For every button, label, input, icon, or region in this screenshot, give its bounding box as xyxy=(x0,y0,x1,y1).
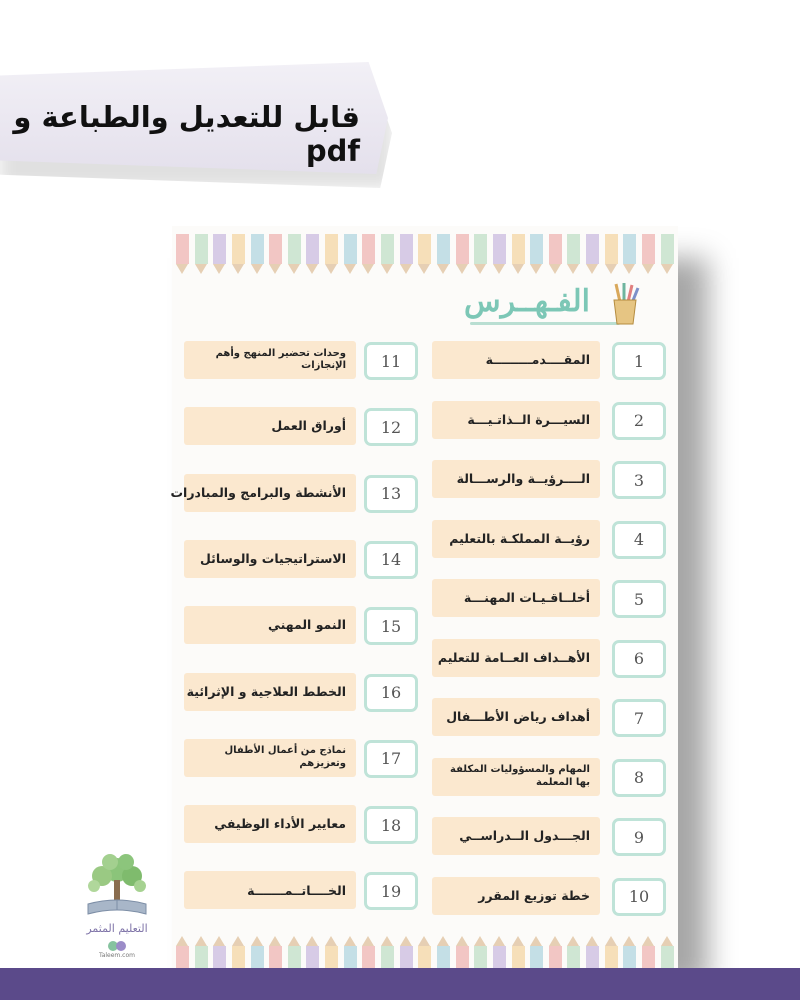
index-entry: أخلــاقـيـات المهنـــة xyxy=(432,579,600,617)
index-entry: المقــــدمـــــــــة xyxy=(432,341,600,379)
index-number: 15 xyxy=(364,607,418,645)
pencil-border-top xyxy=(176,234,674,284)
pencil-decoration xyxy=(456,234,469,284)
pencil-decoration xyxy=(325,936,338,970)
index-entry: معايير الأداء الوظيفي xyxy=(184,805,356,843)
index-title: الفـهــرس xyxy=(463,284,590,319)
pencil-decoration xyxy=(213,234,226,284)
pencil-decoration xyxy=(176,234,189,284)
pencil-decoration xyxy=(362,234,375,284)
index-number: 13 xyxy=(364,475,418,513)
index-entry: رؤيــة المملكـة بالتعليم xyxy=(432,520,600,558)
pencil-decoration xyxy=(567,936,580,970)
index-entry: خطة توزيع المقرر xyxy=(432,877,600,915)
pencil-decoration xyxy=(288,234,301,284)
tree-book-icon xyxy=(74,852,160,924)
pencil-border-bottom xyxy=(176,936,674,970)
index-entry: الاستراتيجيات والوسائل xyxy=(184,540,356,578)
pencil-decoration xyxy=(642,234,655,284)
pencil-decoration xyxy=(567,234,580,284)
pencil-decoration xyxy=(530,234,543,284)
pencil-decoration xyxy=(325,234,338,284)
pencil-decoration xyxy=(251,936,264,970)
title-underline xyxy=(470,322,620,325)
pencil-decoration xyxy=(586,936,599,970)
index-entry: نماذج من أعمال الأطفال وتعزيزهم xyxy=(184,739,356,777)
pencil-decoration xyxy=(344,234,357,284)
pencil-decoration xyxy=(530,936,543,970)
pencil-decoration xyxy=(474,936,487,970)
index-entry: الــــرؤيــة والرســـالة xyxy=(432,460,600,498)
pencil-decoration xyxy=(400,936,413,970)
pencil-decoration xyxy=(661,234,674,284)
index-number: 9 xyxy=(612,818,666,856)
index-number: 12 xyxy=(364,408,418,446)
index-entry: الأهــداف العــامة للتعليم xyxy=(432,639,600,677)
index-number: 1 xyxy=(612,342,666,380)
pencil-decoration xyxy=(512,234,525,284)
index-entry: الخطط العلاجية و الإثرائية xyxy=(184,673,356,711)
pencil-decoration xyxy=(288,936,301,970)
index-number: 4 xyxy=(612,521,666,559)
pencil-decoration xyxy=(418,936,431,970)
pencil-decoration xyxy=(232,234,245,284)
pencil-decoration xyxy=(400,234,413,284)
index-entry: الأنشطة والبرامج والمبادرات xyxy=(184,474,356,512)
pencil-decoration xyxy=(437,936,450,970)
index-entry: النمو المهني xyxy=(184,606,356,644)
pencil-decoration xyxy=(269,234,282,284)
pencil-decoration xyxy=(306,936,319,970)
index-number: 5 xyxy=(612,580,666,618)
pencil-decoration xyxy=(586,234,599,284)
bottom-strip xyxy=(0,968,800,1000)
logo-dots-icon xyxy=(74,940,160,952)
index-number: 7 xyxy=(612,699,666,737)
pencil-decoration xyxy=(493,936,506,970)
pencil-decoration xyxy=(269,936,282,970)
pencil-decoration xyxy=(605,234,618,284)
index-entry: أهداف رياض الأطـــفال xyxy=(432,698,600,736)
pencil-decoration xyxy=(344,936,357,970)
pencil-decoration xyxy=(437,234,450,284)
index-page xyxy=(172,226,678,974)
pencil-decoration xyxy=(456,936,469,970)
logo-text: التعليم المثمر xyxy=(86,922,148,935)
index-number: 17 xyxy=(364,740,418,778)
pencil-decoration xyxy=(362,936,375,970)
index-number: 6 xyxy=(612,640,666,678)
pencil-decoration xyxy=(661,936,674,970)
index-entry: السيـــرة الــذاتـيـــة xyxy=(432,401,600,439)
logo xyxy=(74,852,160,964)
pencil-decoration xyxy=(251,234,264,284)
pencil-decoration xyxy=(195,234,208,284)
index-title-block xyxy=(463,282,640,330)
index-entry: الخــــاتــمـــــــة xyxy=(184,871,356,909)
index-number: 10 xyxy=(612,878,666,916)
banner-text: قابل للتعديل والطباعة و pdf xyxy=(13,100,360,168)
pencil-decoration xyxy=(381,234,394,284)
pencil-decoration xyxy=(623,936,636,970)
pencil-decoration xyxy=(642,936,655,970)
index-entry: الجـــدول الــدراســي xyxy=(432,817,600,855)
index-number: 3 xyxy=(612,461,666,499)
pencil-decoration xyxy=(549,936,562,970)
pencil-decoration xyxy=(623,234,636,284)
pencil-decoration xyxy=(549,234,562,284)
pencil-decoration xyxy=(605,936,618,970)
index-number: 2 xyxy=(612,402,666,440)
index-entry: المهام والمسؤوليات المكلفة بها المعلمة xyxy=(432,758,600,796)
pencil-cup-icon xyxy=(610,282,640,326)
index-entry: أوراق العمل xyxy=(184,407,356,445)
logo-url: Taleem.com xyxy=(99,952,135,959)
index-number: 19 xyxy=(364,872,418,910)
pencil-decoration xyxy=(418,234,431,284)
index-number: 16 xyxy=(364,674,418,712)
pencil-decoration xyxy=(232,936,245,970)
pencil-decoration xyxy=(195,936,208,970)
index-entry: وحدات تحضير المنهج وأهم الإنجازات xyxy=(184,341,356,379)
index-number: 18 xyxy=(364,806,418,844)
pencil-decoration xyxy=(474,234,487,284)
pencil-decoration xyxy=(512,936,525,970)
index-number: 14 xyxy=(364,541,418,579)
pencil-decoration xyxy=(493,234,506,284)
index-number: 11 xyxy=(364,342,418,380)
pencil-decoration xyxy=(381,936,394,970)
pencil-decoration xyxy=(213,936,226,970)
index-number: 8 xyxy=(612,759,666,797)
pencil-decoration xyxy=(306,234,319,284)
pencil-decoration xyxy=(176,936,189,970)
